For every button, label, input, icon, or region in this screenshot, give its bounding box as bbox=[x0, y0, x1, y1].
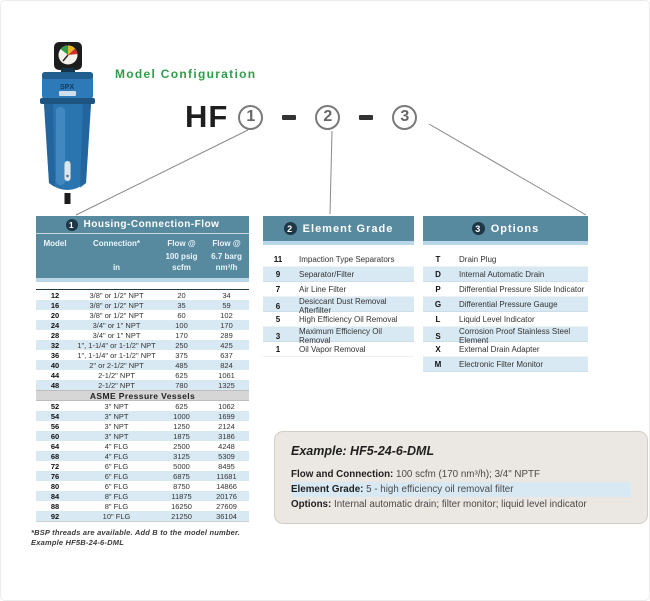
asme-rows bbox=[36, 401, 249, 521]
example-line: Options: Internal automatic drain; filter monitor; liquid level indicator bbox=[291, 499, 587, 510]
table-row: 64 4" FLG 2500 4248 bbox=[50, 441, 235, 451]
table-row: 40 2" or 2-1/2" NPT 485 824 bbox=[36, 360, 249, 370]
table-row: P Differential Pressure Slide Indicator bbox=[423, 282, 588, 297]
table-row: 9 Separator/Filter bbox=[263, 267, 414, 282]
table-row: 54 3" NPT 1000 1699 bbox=[36, 411, 249, 421]
table-row: 76 6" FLG 6875 11681 bbox=[36, 471, 249, 481]
product-photo bbox=[25, 35, 109, 205]
dash-separator bbox=[282, 115, 296, 120]
page-title: Model Configuration bbox=[115, 67, 257, 81]
table-row: 32 1", 1-1/4" or 1-1/2" NPT 250 425 bbox=[36, 340, 249, 350]
table-row: X External Drain Adapter bbox=[423, 342, 588, 357]
table-row: 20 3/8" or 1/2" NPT 60 102 bbox=[50, 310, 233, 320]
table-row: 72 6" FLG 5000 8495 bbox=[50, 461, 235, 471]
element-grade-rows bbox=[263, 252, 414, 357]
bsp-footnote: *BSP threads are available. Add B to the model number. Example HF5B-24-6-DML bbox=[31, 528, 241, 547]
table-row: 92 10" FLG 21250 36104 bbox=[36, 511, 249, 521]
table-row: 24 3/4" or 1" NPT 100 170 bbox=[36, 320, 249, 330]
table-row: L Liquid Level Indicator bbox=[423, 312, 588, 327]
table-row: 88 8" FLG 16250 27609 bbox=[50, 501, 237, 511]
table-row: 7 Air Line Filter bbox=[263, 282, 414, 297]
col-connection: Connection* bbox=[92, 239, 141, 248]
col-connection-unit: in bbox=[112, 263, 121, 272]
dash-separator bbox=[359, 115, 373, 120]
col-flow-barg: Flow @ bbox=[212, 239, 241, 248]
table-row: 80 6" FLG 8750 14866 bbox=[50, 481, 237, 491]
table-row: 60 3" NPT 1875 3186 bbox=[36, 431, 249, 441]
housing-connection-flow-table bbox=[36, 216, 249, 522]
table-row: M Electronic Filter Monitor bbox=[423, 357, 588, 372]
table-row: S Corrosion Proof Stainless Steel Element bbox=[423, 327, 588, 342]
table2-header bbox=[263, 216, 414, 241]
example-line: Element Grade: 5 - high efficiency oil removal filter bbox=[291, 482, 631, 497]
table-row: 36 1", 1-1/4" or 1-1/2" NPT 375 637 bbox=[50, 350, 233, 360]
model-code-heading bbox=[185, 99, 417, 135]
table1-header bbox=[36, 216, 249, 234]
example-box bbox=[274, 431, 648, 524]
example-lines bbox=[291, 467, 631, 512]
example-title: Example: HF5-24-6-DML bbox=[291, 444, 435, 458]
element-grade-table bbox=[263, 216, 414, 357]
table-row: 5 High Efficiency Oil Removal bbox=[263, 312, 414, 327]
table3-header bbox=[423, 216, 588, 241]
product-brand-label: SPX bbox=[59, 84, 75, 91]
options-table bbox=[423, 216, 588, 372]
asme-pressure-vessels-band: ASME Pressure Vessels bbox=[36, 390, 249, 401]
table-row: 16 3/8" or 1/2" NPT 35 59 bbox=[36, 300, 249, 310]
table3-title: Options bbox=[490, 222, 540, 235]
table-row: 3 Maximum Efficiency Oil Removal bbox=[263, 327, 414, 342]
table-row: 44 2-1/2" NPT 625 1061 bbox=[50, 370, 235, 380]
model-prefix: HF bbox=[185, 99, 229, 134]
table-row: T Drain Plug bbox=[423, 252, 588, 267]
table-row: 68 4" FLG 3125 5309 bbox=[36, 451, 249, 461]
table-row: D Internal Automatic Drain bbox=[423, 267, 588, 282]
table-row: 6 Desiccant Dust Removal Afterfilter bbox=[263, 297, 414, 312]
table1-title: Housing-Connection-Flow bbox=[83, 219, 220, 230]
table-row: G Differential Pressure Gauge bbox=[423, 297, 588, 312]
table-row: 84 8" FLG 11875 20176 bbox=[36, 491, 249, 501]
filter-housing-illustration bbox=[25, 35, 109, 205]
example-line: Flow and Connection: 100 scfm (170 nm³/h); 3/4" NPTF bbox=[291, 469, 540, 480]
position-1-badge: 1 bbox=[238, 105, 263, 130]
table-row: 1 Oil Vapor Removal bbox=[263, 342, 414, 357]
table-row: 56 3" NPT 1250 2124 bbox=[50, 421, 235, 431]
table-row: 52 3" NPT 625 1062 bbox=[50, 401, 235, 411]
table1-column-headers: Model Connection* in Flow @ 100 psig scfm Flow @ 6.7 barg nm³/h bbox=[36, 234, 249, 278]
npt-rows bbox=[36, 290, 249, 390]
position-2-badge: 2 bbox=[315, 105, 340, 130]
col-flow-psig: Flow @ bbox=[167, 239, 196, 248]
table2-title: Element Grade bbox=[302, 222, 394, 235]
table-row: 48 2-1/2" NPT 780 1325 bbox=[36, 380, 249, 390]
table-row: 28 3/4" or 1" NPT 170 289 bbox=[50, 330, 233, 340]
table2-number-badge: 2 bbox=[284, 222, 297, 235]
table-row: 11 Impaction Type Separators bbox=[263, 252, 414, 267]
table-row: 12 3/8" or 1/2" NPT 20 34 bbox=[50, 290, 231, 300]
table3-number-badge: 3 bbox=[472, 222, 485, 235]
col-model: Model bbox=[43, 239, 67, 248]
table1-number-badge: 1 bbox=[66, 219, 78, 231]
position-3-badge: 3 bbox=[392, 105, 417, 130]
options-rows bbox=[423, 252, 588, 372]
